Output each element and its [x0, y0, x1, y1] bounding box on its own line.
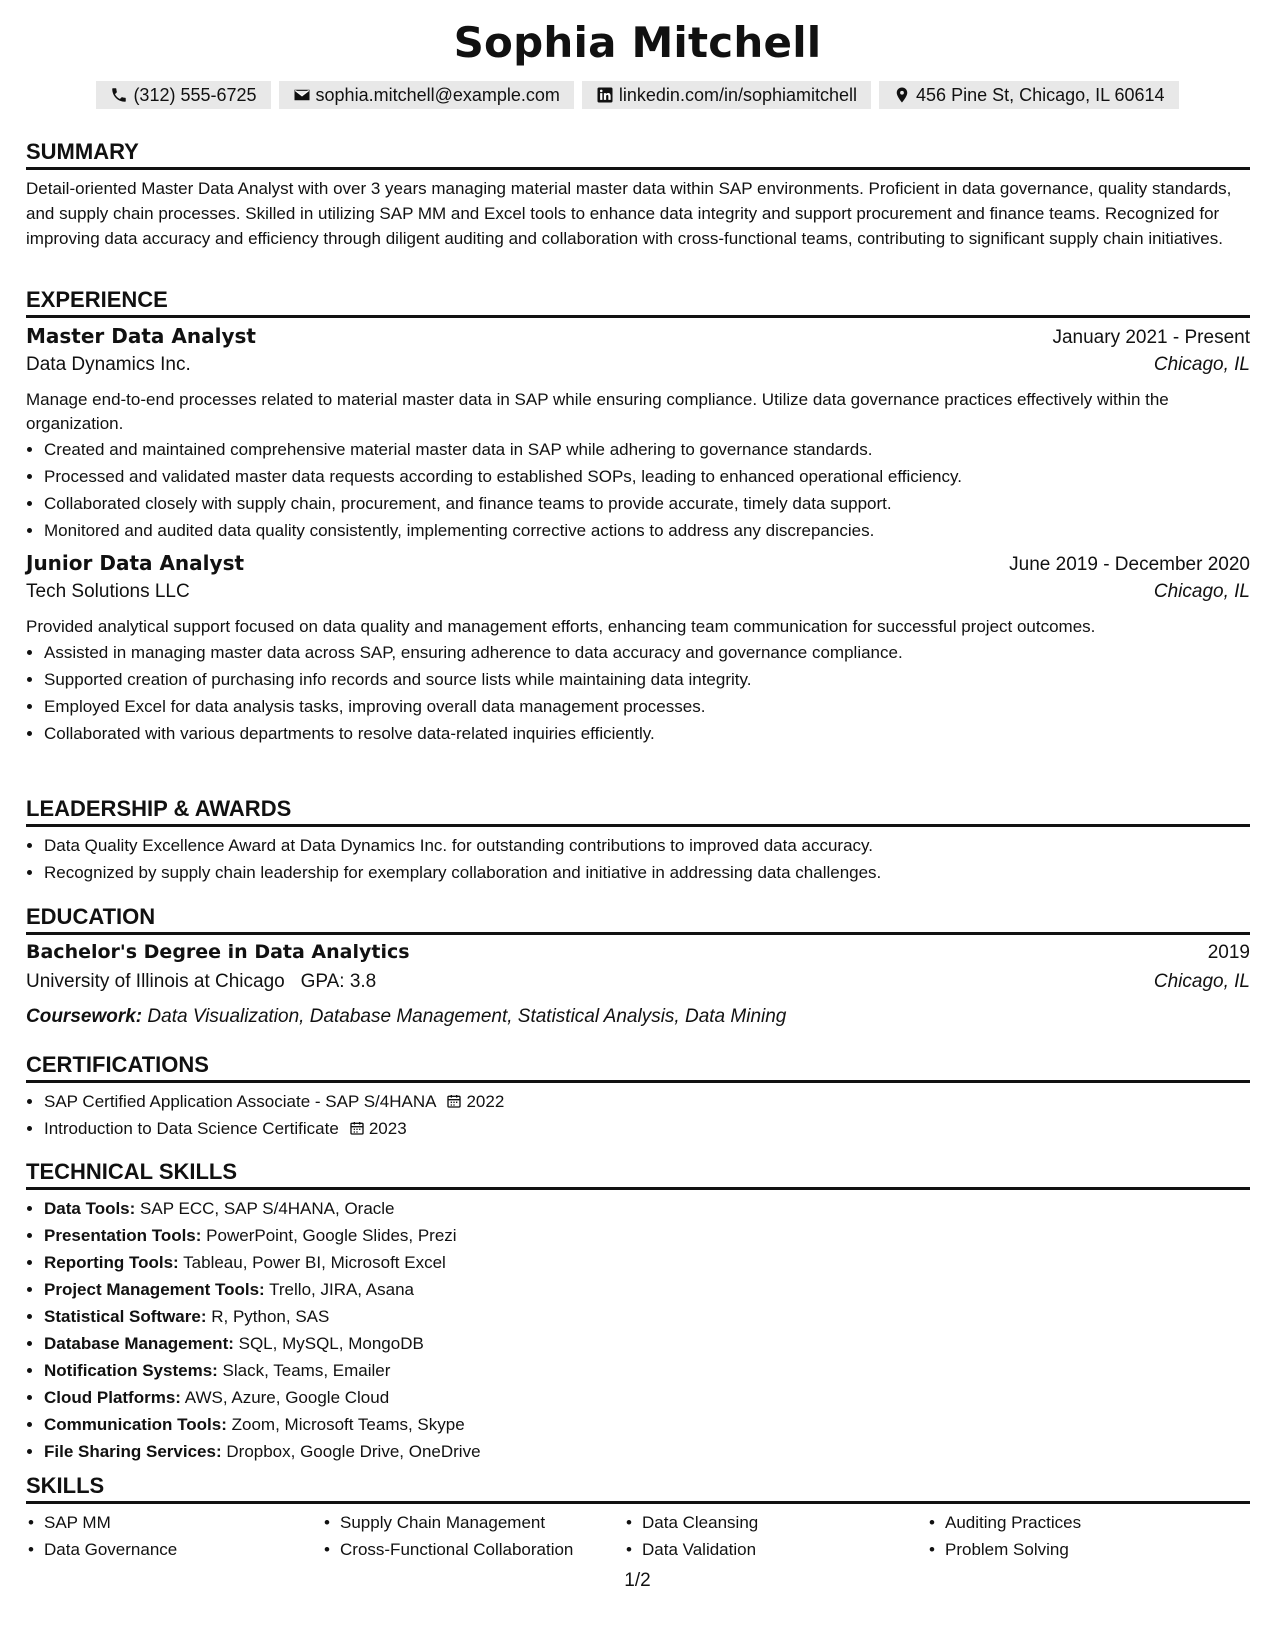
certification-name: SAP Certified Application Associate - SAP S/4HANA: [44, 1092, 437, 1111]
list-item: • Employed Excel for data analysis tasks, improving overall data management processes.: [44, 693, 1250, 720]
job-title: Junior Data Analyst: [26, 551, 245, 575]
skill-item: • Cross-Functional Collaboration: [322, 1536, 624, 1563]
skill-category: Data Tools:: [44, 1199, 136, 1218]
list-item: • Collaborated with various departments to resolve data-related inquiries efficiently.: [44, 720, 1250, 747]
list-item: [44, 1411, 1250, 1438]
job-description: Provided analytical support focused on data quality and management efforts, enhancing team communication for successful project outcomes.: [26, 617, 1096, 636]
skill-values: Dropbox, Google Drive, OneDrive: [226, 1442, 481, 1461]
school-location: Chicago, IL: [1153, 971, 1250, 992]
list-item: [44, 1249, 1250, 1276]
skill-item: • SAP MM: [26, 1509, 322, 1536]
skill-values: SQL, MySQL, MongoDB: [238, 1334, 424, 1353]
list-item: [44, 1438, 1250, 1465]
skill-item: • Data Cleansing: [624, 1509, 927, 1536]
section-title: SKILLS: [26, 1471, 1250, 1504]
skill-category: Statistical Software:: [44, 1307, 207, 1326]
list-item: • Collaborated closely with supply chain, procurement, and finance teams to provide accurate, timely data support.: [44, 490, 1250, 517]
address-text: 456 Pine St, Chicago, IL 60614: [916, 85, 1165, 105]
skill-category: Communication Tools:: [44, 1415, 227, 1434]
education-section: [26, 902, 1250, 1032]
job-entry: [26, 324, 1250, 544]
list-item: • Supported creation of purchasing info records and source lists while maintaining data integrity.: [44, 666, 1250, 693]
job-location: Chicago, IL: [1153, 581, 1250, 602]
section-title: CERTIFICATIONS: [26, 1050, 1250, 1083]
certification-name: Introduction to Data Science Certificate: [44, 1119, 339, 1138]
certification-year: 2023: [368, 1119, 407, 1138]
awards-list: [26, 832, 1250, 886]
linkedin-link[interactable]: linkedin.com/in/sophiamitchell: [618, 85, 858, 105]
section-title: SUMMARY: [26, 137, 1250, 170]
skill-item: • Data Governance: [26, 1536, 322, 1563]
skill-category: Database Management:: [44, 1334, 234, 1353]
skill-values: AWS, Azure, Google Cloud: [184, 1388, 390, 1407]
list-item: • Processed and validated master data requests according to established SOPs, leading to enhanced operational efficiency.: [44, 463, 1250, 490]
list-item: [44, 1384, 1250, 1411]
phone-text: (312) 555-6725: [133, 85, 257, 105]
skill-category: Project Management Tools:: [44, 1280, 265, 1299]
job-bullets: [26, 639, 1250, 747]
skill-values: R, Python, SAS: [211, 1307, 330, 1326]
graduation-year: 2019: [1207, 942, 1250, 963]
contact-address: [879, 81, 1179, 109]
list-item: [44, 1357, 1250, 1384]
linkedin-icon: [596, 86, 614, 104]
contact-phone: [96, 81, 270, 109]
section-title: EDUCATION: [26, 902, 1250, 935]
coursework: [26, 1002, 1250, 1032]
skill-category: Reporting Tools:: [44, 1253, 179, 1272]
skill-values: Zoom, Microsoft Teams, Skype: [231, 1415, 465, 1434]
section-title: LEADERSHIP & AWARDS: [26, 794, 1250, 827]
certifications-section: [26, 1050, 1250, 1142]
contact-linkedin[interactable]: [582, 81, 871, 109]
skills-section: [26, 1471, 1250, 1563]
list-item: [44, 1276, 1250, 1303]
job-dates: June 2019 - December 2020: [1009, 554, 1250, 575]
coursework-list: Data Visualization, Database Management, Statistical Analysis, Data Mining: [147, 1006, 787, 1027]
section-title: TECHNICAL SKILLS: [26, 1157, 1250, 1190]
list-item: • Monitored and audited data quality consistently, implementing corrective actions to address any discrepancies.: [44, 517, 1250, 544]
company-name: Data Dynamics Inc.: [26, 354, 191, 375]
envelope-icon: [293, 86, 311, 104]
summary-section: [26, 137, 1250, 251]
list-item: • Recognized by supply chain leadership for exemplary collaboration and initiative in addressing data challenges.: [44, 859, 1250, 886]
skills-grid: [26, 1509, 1250, 1563]
list-item: [44, 1195, 1250, 1222]
list-item: [44, 1222, 1250, 1249]
skill-item: • Data Validation: [624, 1536, 927, 1563]
section-title: EXPERIENCE: [26, 285, 1250, 318]
map-pin-icon: [893, 86, 911, 104]
gpa: GPA: 3.8: [300, 971, 377, 992]
leadership-section: [26, 794, 1250, 886]
experience-section: [26, 285, 1250, 747]
certification-year: 2022: [466, 1092, 505, 1111]
list-item: [44, 1303, 1250, 1330]
list-item: • Created and maintained comprehensive material master data in SAP while adhering to governance standards.: [44, 436, 1250, 463]
job-bullets: [26, 436, 1250, 544]
list-item: [44, 1330, 1250, 1357]
page-number: 1/2: [624, 1570, 651, 1591]
contact-bar: [0, 81, 1275, 109]
contact-email[interactable]: [279, 81, 574, 109]
list-item: [44, 1115, 1250, 1142]
job-location: Chicago, IL: [1153, 354, 1250, 375]
technical-skills-list: [26, 1195, 1250, 1465]
phone-icon: [110, 86, 128, 104]
skill-item: • Supply Chain Management: [322, 1509, 624, 1536]
degree: Bachelor's Degree in Data Analytics: [26, 941, 410, 963]
skill-item: • Auditing Practices: [927, 1509, 1247, 1536]
skill-values: Trello, JIRA, Asana: [269, 1280, 415, 1299]
job-entry: [26, 551, 1250, 747]
calendar-icon: [349, 1120, 365, 1136]
skill-values: PowerPoint, Google Slides, Prezi: [206, 1226, 457, 1245]
technical-skills-section: [26, 1157, 1250, 1465]
list-item: • Assisted in managing master data across SAP, ensuring adherence to data accuracy and governance compliance.: [44, 639, 1250, 666]
skill-values: SAP ECC, SAP S/4HANA, Oracle: [140, 1199, 395, 1218]
skill-values: Tableau, Power BI, Microsoft Excel: [183, 1253, 446, 1272]
candidate-name: Sophia Mitchell: [453, 18, 822, 67]
list-item: • Data Quality Excellence Award at Data Dynamics Inc. for outstanding contributions to improved data accuracy.: [44, 832, 1250, 859]
job-title: Master Data Analyst: [26, 324, 256, 348]
summary-text: Detail-oriented Master Data Analyst with over 3 years managing material master data within SAP environments. Proficient in data governance, quality standards, and supply chain processes. Skilled in utilizing SAP MM and Excel tools to enhance data integrity and support procurement and finance teams. Recognized for improving data accuracy and efficiency through diligent auditing and collaboration with cross-functional teams, contributing to significant supply chain initiatives.: [26, 179, 1232, 248]
skill-values: Slack, Teams, Emailer: [222, 1361, 391, 1380]
list-item: [44, 1088, 1250, 1115]
skill-category: Notification Systems:: [44, 1361, 218, 1380]
company-name: Tech Solutions LLC: [26, 581, 190, 602]
certifications-list: [26, 1088, 1250, 1142]
skill-category: File Sharing Services:: [44, 1442, 222, 1461]
coursework-label: Coursework:: [26, 1006, 143, 1027]
job-dates: January 2021 - Present: [1052, 327, 1250, 348]
job-description: Manage end-to-end processes related to material master data in SAP while ensuring compliance. Utilize data governance practices effectively within the organization.: [26, 390, 1169, 433]
calendar-icon: [446, 1093, 462, 1109]
skill-category: Presentation Tools:: [44, 1226, 202, 1245]
skill-category: Cloud Platforms:: [44, 1388, 181, 1407]
school-name: University of Illinois at Chicago: [26, 971, 285, 992]
skill-item: • Problem Solving: [927, 1536, 1247, 1563]
email-link[interactable]: sophia.mitchell@example.com: [315, 85, 560, 105]
